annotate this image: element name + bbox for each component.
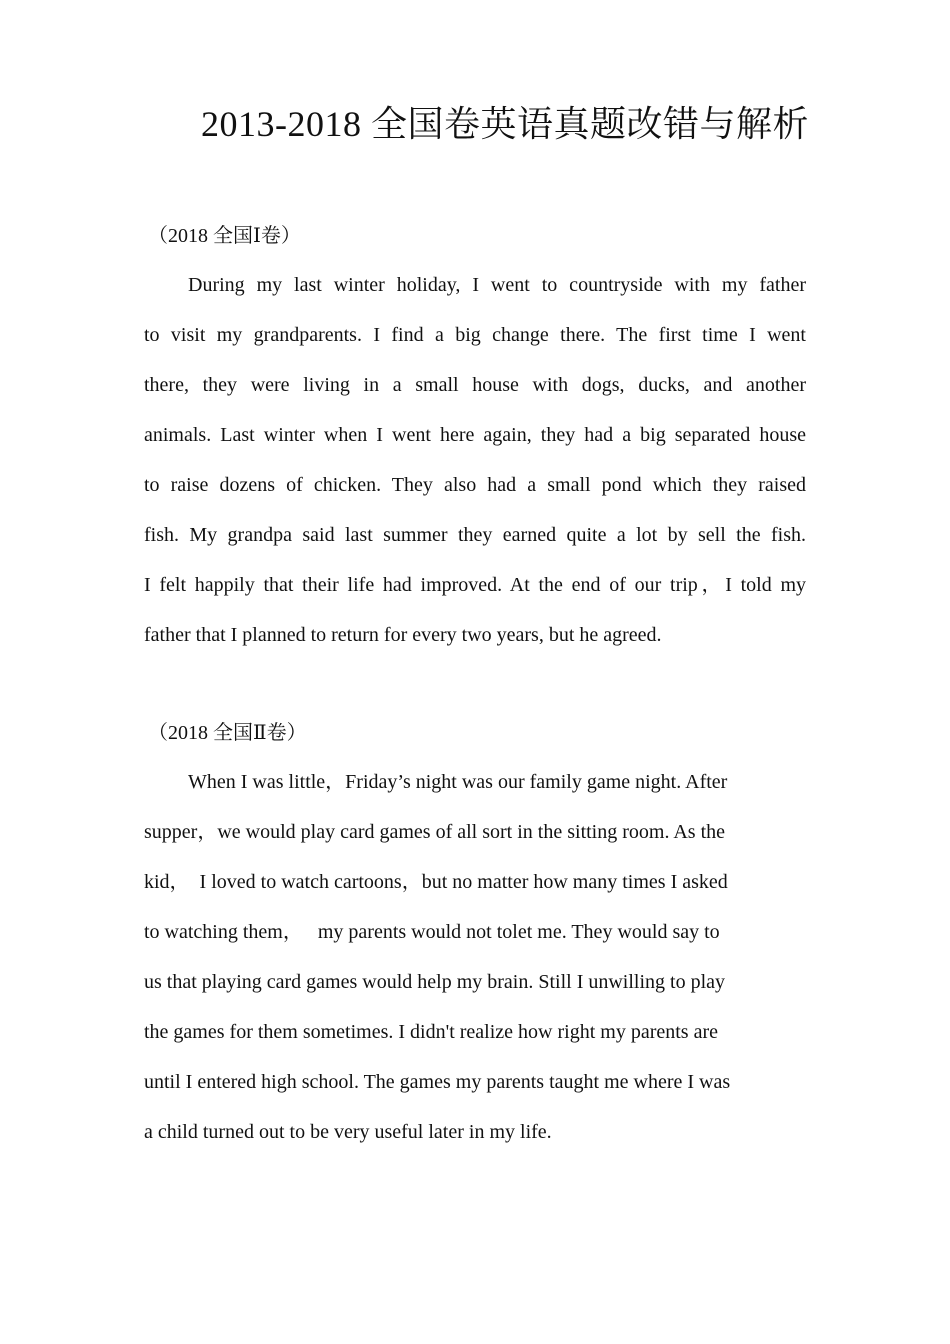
passage-line: animals. Last winter when I went here again, they had a big separated house xyxy=(144,424,806,446)
section-label-2018-national-1: （2018 全国Ⅰ卷） xyxy=(148,225,301,247)
passage-line: us that playing card games would help my brain. Still I unwilling to play xyxy=(144,971,726,993)
section-label-2018-national-2: （2018 全国Ⅱ卷） xyxy=(148,722,307,744)
passage-line: there, they were living in a small house with dogs, ducks, and another xyxy=(144,374,806,396)
passage-line: I felt happily that their life had improved. At the end of our trip，I told my xyxy=(144,574,806,596)
passage-line: father that I planned to return for every two years, but he agreed. xyxy=(144,624,662,646)
passage-line: fish. My grandpa said last summer they earned quite a lot by sell the fish. xyxy=(144,524,806,546)
passage-line: to visit my grandparents. I find a big change there. The first time I went xyxy=(144,324,806,346)
passage-line: kid， I loved to watch cartoons，but no matter how many times I asked xyxy=(144,871,728,893)
passage-line: until I entered high school. The games my parents taught me where I was xyxy=(144,1071,731,1093)
passage-line: supper，we would play card games of all sort in the sitting room. As the xyxy=(144,821,726,843)
passage-line: the games for them sometimes. I didn't realize how right my parents are xyxy=(144,1021,718,1043)
passage-2018-national-2 xyxy=(144,757,806,1157)
passage-line: When I was little，Friday’s night was our family game night. After xyxy=(188,771,728,793)
document-title: 2013-2018 全国卷英语真题改错与解析 xyxy=(201,104,809,144)
passage-line: During my last winter holiday, I went to countryside with my father xyxy=(188,274,806,296)
passage-line: a child turned out to be very useful later in my life. xyxy=(144,1121,552,1143)
passage-2018-national-1 xyxy=(144,260,806,660)
passage-line: to raise dozens of chicken. They also had a small pond which they raised xyxy=(144,474,806,496)
passage-line: to watching them， my parents would not tolet me. They would say to xyxy=(144,921,720,943)
